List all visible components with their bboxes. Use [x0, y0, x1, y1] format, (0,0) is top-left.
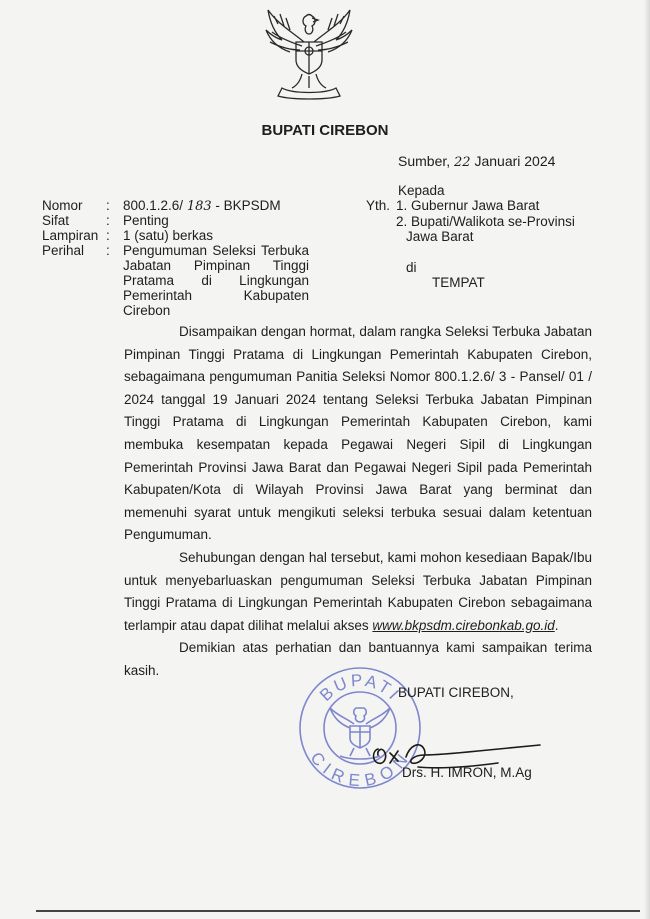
letter-body: [124, 321, 592, 683]
perihal-value: [123, 243, 309, 318]
letter-title: BUPATI CIREBON: [261, 122, 389, 139]
yth-label: Yth.: [366, 198, 391, 213]
date-day-handwritten: 22: [454, 155, 471, 170]
nomor-label: Nomor: [42, 198, 83, 213]
signatory-name: Drs. H. IMRON, M.Ag: [402, 765, 532, 780]
date-suffix: Januari 2024: [474, 153, 556, 169]
recipient-di: di: [406, 260, 417, 275]
perihal-line: Jabatan Pimpinan Tinggi: [123, 258, 309, 273]
sifat-label: Sifat: [42, 213, 70, 228]
nomor-suffix: - BKPSDM: [215, 198, 281, 213]
signatory-office: BUPATI CIREBON,: [398, 685, 514, 700]
nomor-handwritten: 183: [186, 199, 212, 214]
kepada-label: Kepada: [398, 183, 445, 198]
perihal-colon: :: [106, 243, 110, 258]
lampiran-value: 1 (satu) berkas: [123, 228, 214, 243]
stamp-top-text: BUPATI: [316, 670, 405, 706]
recipient-item-1: 1. Gubernur Jawa Barat: [396, 198, 540, 213]
nomor-value: [123, 198, 281, 214]
nomor-colon: :: [106, 198, 110, 213]
body-paragraph-2-text: Sehubungan dengan hal tersebut, kami mohon kesediaan Bapak/Ibu untuk menyebarluaskan pengumuman Seleksi Terbuka Jabatan Pimpinan Tinggi Pratama di Lingkungan Pemerintah Kabupaten Cirebon sebagaimana terlampir atau dapat dilihat melalui akses: [124, 549, 592, 633]
body-paragraph-2: [124, 547, 592, 637]
recipient-item-2: 2. Bupati/Walikota se-Provinsi: [396, 214, 575, 229]
letter-date: [398, 153, 555, 170]
stamp-bottom-text: CIREBON: [306, 748, 414, 791]
footer-divider: [36, 910, 640, 912]
perihal-line: Pratama di Lingkungan: [123, 273, 309, 288]
lampiran-colon: :: [106, 228, 110, 243]
date-prefix: Sumber,: [398, 153, 451, 169]
page-edge: [644, 0, 650, 919]
sifat-colon: :: [106, 213, 110, 228]
perihal-line: Pengumuman Seleksi Terbuka: [123, 243, 309, 258]
body-paragraph-2-end: .: [554, 617, 559, 633]
perihal-label: Perihal: [42, 243, 85, 258]
recipient-item-2-cont: Jawa Barat: [406, 229, 474, 244]
body-paragraph-3: Demikian atas perhatian dan bantuannya kami sampaikan terima kasih.: [124, 640, 592, 678]
lampiran-label: Lampiran: [42, 228, 99, 243]
nomor-prefix: 800.1.2.6/: [123, 198, 184, 213]
recipient-tempat: TEMPAT: [432, 275, 485, 290]
body-paragraph-1: Disampaikan dengan hormat, dalam rangka Seleksi Terbuka Jabatan Pimpinan Tinggi Pratama di Lingkungan Pemerintah Kabupaten Cirebon, sebagaimana pengumuman Panitia Seleksi Nomor 800.1.2.6/ 3 - Pansel/ 01 / 2024 tanggal 19 Januari 2024 tentang Seleksi Terbuka Jabatan Pimpinan Tinggi Pratama di Lingkungan Pemerintah Kabupaten Cirebon, kami membuka kesempatan kepada Pegawai Negeri Sipil di Lingkungan Pemerintah Provinsi Jawa Barat dan Pegawai Negeri Sipil pada Pemerintah Kabupaten/Kota di Wilayah Provinsi Jawa Barat yang berminat dan memenuhi syarat untuk mengikuti seleksi terbuka sesuai dalam ketentuan Pengumuman.: [124, 324, 592, 543]
perihal-line: Pemerintah Kabupaten Cirebon: [123, 288, 309, 318]
bkpsdm-website-link[interactable]: www.bkpsdm.cirebonkab.go.id: [372, 617, 555, 633]
garuda-emblem-icon: [256, 2, 362, 102]
sifat-value: Penting: [123, 213, 169, 228]
